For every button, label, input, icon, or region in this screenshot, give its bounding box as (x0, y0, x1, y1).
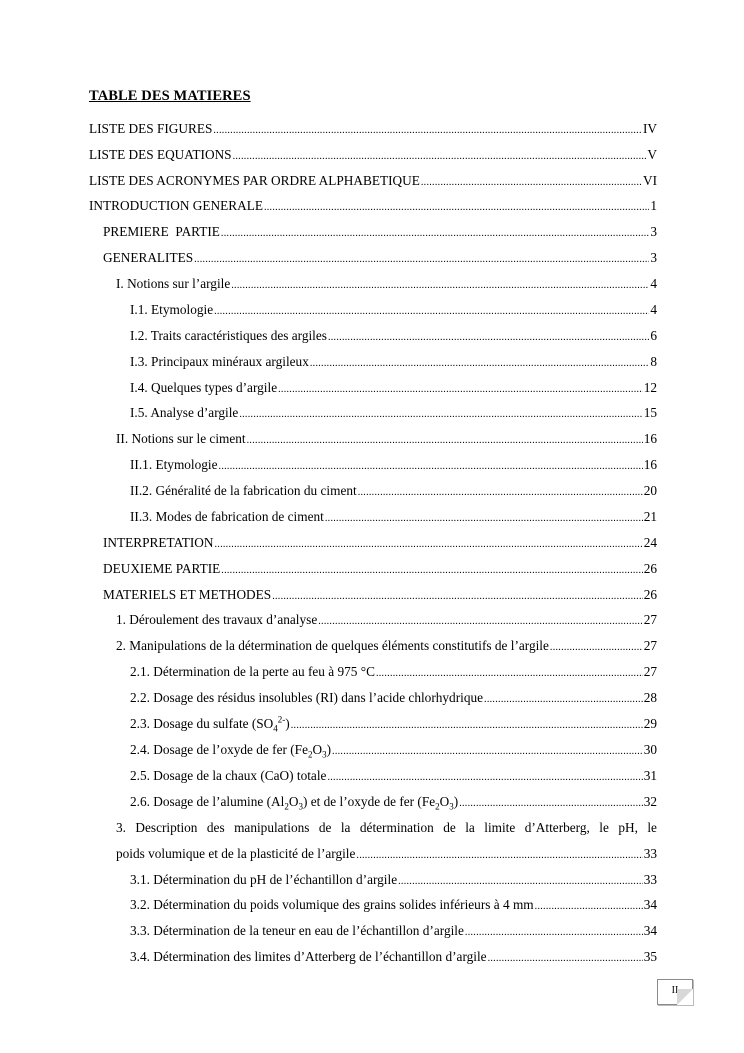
entry-text: II.3. Modes de fabrication de ciment (130, 509, 324, 524)
entry-page: 15 (643, 405, 657, 420)
dot-leader (239, 409, 642, 420)
page-number: II (671, 985, 679, 996)
entry-text: 2.3. Dosage du sulfate $(SO_4^{2-})$ (130, 714, 290, 734)
toc-entry[interactable] (89, 121, 657, 139)
entry-page: 6 (650, 328, 657, 343)
entry-page: 33 (643, 872, 657, 887)
dot-leader (318, 616, 642, 627)
toc-entry[interactable] (130, 716, 657, 734)
entry-text: MATERIELS ET METHODES (103, 587, 272, 602)
dot-leader (550, 642, 643, 653)
page-curl-icon (677, 989, 693, 1005)
entry-page: 4 (650, 302, 657, 317)
entry-page: 34 (643, 897, 657, 912)
entry-text: I.3. Principaux minéraux argileux (130, 354, 309, 369)
dot-leader (194, 254, 649, 265)
entry-page: 3 (650, 250, 657, 265)
entry-text: I.2. Traits caractéristiques des argiles (130, 328, 327, 343)
entry-text: 2.5. Dosage de la chaux (CaO) totale (130, 768, 327, 783)
dot-leader (484, 694, 643, 705)
toc-entry[interactable] (116, 276, 657, 294)
entry-text: GENERALITES (103, 250, 194, 265)
entry-page: 31 (643, 768, 657, 783)
entry-text: LISTE DES EQUATIONS (89, 147, 232, 162)
toc-entry[interactable] (130, 457, 657, 475)
toc-entry[interactable] (130, 483, 657, 501)
entry-page: V (647, 147, 657, 162)
toc-entry[interactable] (116, 638, 657, 656)
entry-text: 2.6. Dosage de l’alumine $(Al_2O_3)$ et de l’oxyde de fer $(Fe_2O_3)$ (130, 794, 459, 812)
dot-leader (459, 798, 643, 809)
entry-text: LISTE DES ACRONYMES PAR ORDRE ALPHABETIQUE (89, 173, 420, 188)
dot-leader (214, 539, 642, 550)
toc-entry[interactable] (130, 949, 657, 967)
entry-page: 21 (643, 509, 657, 524)
entry-text: LISTE DES FIGURES (89, 121, 213, 136)
entry-text: 2.1. Détermination de la perte au feu à 975 °C (130, 664, 375, 679)
toc-entry[interactable] (116, 612, 657, 630)
toc-entry[interactable] (130, 664, 657, 682)
entry-page: 8 (650, 354, 657, 369)
entry-page: 16 (643, 431, 657, 446)
entry-text: I. Notions sur l’argile (116, 276, 231, 291)
entry-page: 20 (643, 483, 657, 498)
entry-text: poids volumique et de la plasticité de l’argile (116, 846, 356, 861)
toc-entry[interactable] (116, 846, 657, 864)
toc-entry[interactable] (130, 380, 657, 398)
entry-text: I.5. Analyse d’argile (130, 405, 239, 420)
entry-page: 3 (650, 224, 657, 239)
toc-entry[interactable] (130, 897, 657, 915)
toc-entry[interactable] (130, 328, 657, 346)
entry-text: I.1. Etymologie (130, 302, 214, 317)
dot-leader (221, 565, 642, 576)
entry-page: IV (642, 121, 657, 136)
toc-entry[interactable] (130, 405, 657, 423)
entry-page: 26 (643, 587, 657, 602)
entry-text: I.4. Quelques types d’argile (130, 380, 278, 395)
dot-leader (247, 435, 643, 446)
dot-leader (221, 228, 649, 239)
dot-leader (231, 280, 649, 291)
dot-leader (264, 202, 649, 213)
entry-text: II.1. Etymologie (130, 457, 218, 472)
dot-leader (421, 177, 642, 188)
entry-page: 33 (643, 846, 657, 861)
entry-page: 30 (643, 742, 657, 757)
dot-leader (219, 461, 643, 472)
toc-entry[interactable] (103, 587, 657, 605)
entry-text: INTERPRETATION (103, 535, 214, 550)
dot-leader (328, 332, 649, 343)
toc-entry-wrapped-line[interactable]: 3. Description des manipulations de la détermination de la limite d’Atterberg, le pH, le (116, 820, 657, 835)
dot-leader (214, 306, 649, 317)
dot-leader (356, 850, 642, 861)
entry-text: 3.4. Détermination des limites d’Atterberg de l’échantillon d’argile (130, 949, 487, 964)
dot-leader (278, 384, 643, 395)
entry-page: 24 (643, 535, 657, 550)
entry-text: 1. Déroulement des travaux d’analyse (116, 612, 318, 627)
entry-page: 27 (643, 612, 657, 627)
entry-page: 27 (643, 664, 657, 679)
entry-text: 3.2. Détermination du poids volumique des grains solides inférieurs à 4 mm (130, 897, 534, 912)
entry-page: 34 (643, 923, 657, 938)
toc-entry[interactable] (116, 431, 657, 449)
dot-leader (272, 591, 643, 602)
toc-entry[interactable] (103, 535, 657, 553)
entry-page: 26 (643, 561, 657, 576)
dot-leader (213, 125, 642, 136)
toc-entry[interactable] (130, 872, 657, 890)
entry-text: DEUXIEME PARTIE (103, 561, 221, 576)
entry-page: 28 (643, 690, 657, 705)
entry-text: 2.4. Dosage de l’oxyde de fer $(Fe_2O_3)$ (130, 742, 332, 760)
entry-page: 32 (643, 794, 657, 809)
toc-entry[interactable] (89, 173, 657, 191)
entry-page: 16 (643, 457, 657, 472)
toc-entry[interactable] (103, 224, 657, 242)
toc-entry[interactable] (130, 742, 657, 760)
toc-entry[interactable] (130, 354, 657, 372)
entry-text: II.2. Généralité de la fabrication du ciment (130, 483, 357, 498)
dot-leader (327, 772, 642, 783)
toc-entry[interactable] (130, 302, 657, 320)
entry-page: 4 (650, 276, 657, 291)
dot-leader (465, 927, 643, 938)
entry-page: 35 (643, 949, 657, 964)
toc-entry[interactable] (89, 147, 657, 165)
entry-text: II. Notions sur le ciment (116, 431, 246, 446)
entry-page: 29 (643, 716, 657, 731)
toc-entry[interactable] (130, 794, 657, 812)
entry-text: PREMIERE PARTIE (103, 224, 220, 239)
dot-leader (233, 151, 647, 162)
toc-entry[interactable] (130, 923, 657, 941)
dot-leader (358, 487, 643, 498)
entry-page: 27 (643, 638, 657, 653)
toc-title: TABLE DES MATIERES (89, 88, 251, 104)
dot-leader (535, 901, 643, 912)
entry-text: INTRODUCTION GENERALE (89, 198, 263, 213)
toc-entry[interactable] (130, 509, 657, 527)
toc-entry[interactable] (130, 768, 657, 786)
dot-leader (310, 358, 649, 369)
toc-entry[interactable] (89, 198, 657, 216)
toc-entry[interactable] (103, 561, 657, 579)
entry-text: 3.3. Détermination de la teneur en eau de l’échantillon d’argile (130, 923, 464, 938)
entry-page: VI (642, 173, 657, 188)
entry-text: 2.2. Dosage des résidus insolubles (RI) dans l’acide chlorhydrique (130, 690, 484, 705)
dot-leader (325, 513, 643, 524)
dot-leader (332, 746, 643, 757)
entry-text: 3.1. Détermination du pH de l’échantillon d’argile (130, 872, 398, 887)
dot-leader (398, 876, 643, 887)
page-number-box (657, 979, 693, 1005)
entry-text: 2. Manipulations de la détermination de quelques éléments constitutifs de l’argile (116, 638, 549, 653)
dot-leader (376, 668, 643, 679)
entry-page: 1 (650, 198, 657, 213)
dot-leader (291, 720, 643, 731)
entry-page: 12 (643, 380, 657, 395)
toc-entry[interactable] (130, 690, 657, 708)
dot-leader (488, 953, 643, 964)
toc-entry[interactable] (103, 250, 657, 268)
